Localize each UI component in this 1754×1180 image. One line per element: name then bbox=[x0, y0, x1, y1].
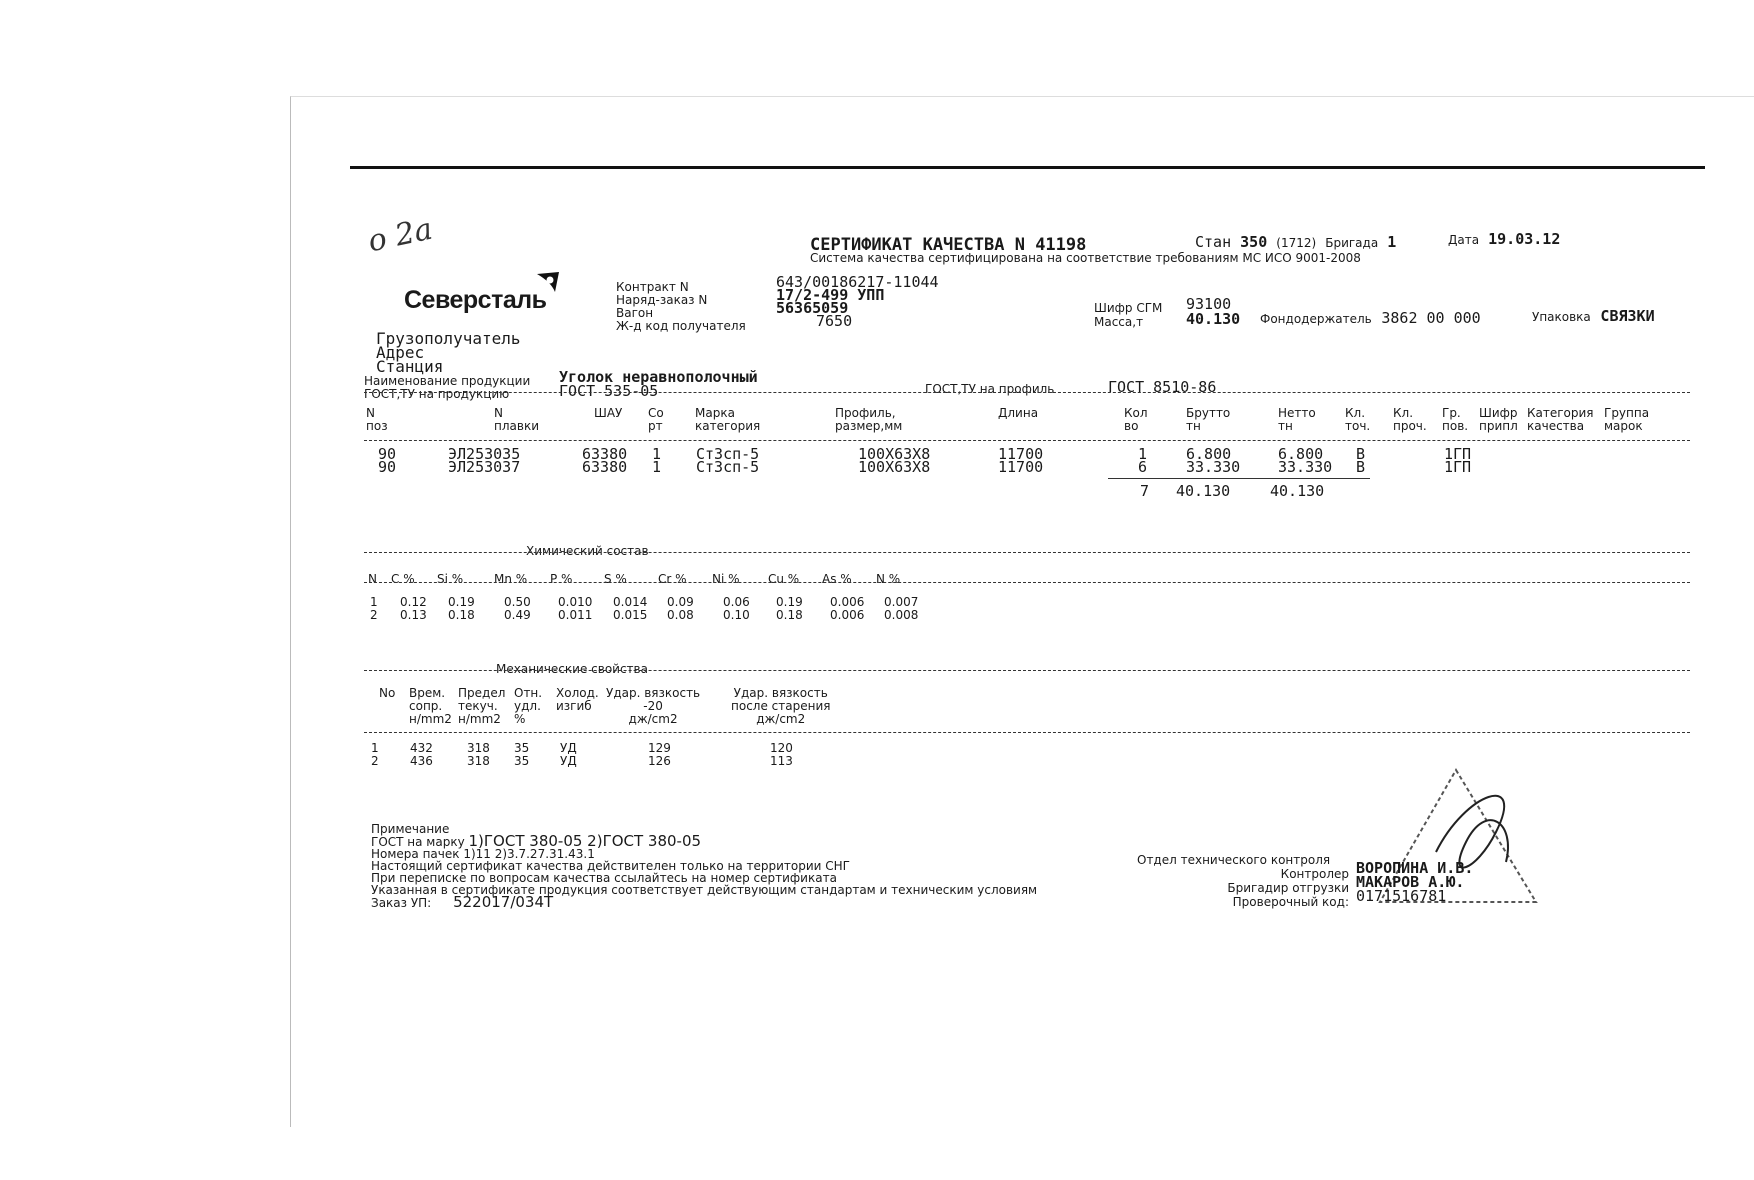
chem-header-cell: Cu % bbox=[768, 572, 800, 586]
main-header-cell: Марка категория bbox=[695, 406, 761, 433]
chem-rule bbox=[364, 582, 1690, 583]
main-table-cell: 6 bbox=[1138, 458, 1148, 476]
stan-info: Стан 350 (1712) Бригада 1 bbox=[1195, 233, 1397, 251]
table-rule bbox=[364, 440, 1690, 441]
main-header-cell: Брутто тн bbox=[1186, 406, 1231, 433]
mech-header-cell: Холод. изгиб bbox=[556, 686, 599, 713]
main-table-cell: В bbox=[1356, 458, 1366, 476]
main-header-cell: N плавки bbox=[494, 406, 539, 433]
main-table-cell: 1 bbox=[1138, 445, 1148, 463]
mech-header-cell: Предел текуч. н/mm2 bbox=[458, 686, 506, 726]
main-table-cell: 1 bbox=[652, 445, 662, 463]
mech-title: Механические свойства bbox=[496, 662, 648, 676]
chem-title: Химический состав bbox=[526, 544, 649, 558]
totals-line bbox=[1108, 478, 1370, 479]
main-table-cell: 90 bbox=[378, 458, 397, 476]
main-header-cell: Нетто тн bbox=[1278, 406, 1316, 433]
mech-header-cell: Врем. сопр. н/mm2 bbox=[409, 686, 452, 726]
mech-table-cell: 120 bbox=[770, 741, 793, 755]
contract-labels: Контракт N Наряд-заказ N Вагон Ж-д код получателя bbox=[616, 280, 746, 333]
chem-header-cell: S % bbox=[604, 572, 627, 586]
totals-cell: 40.130 bbox=[1176, 482, 1231, 500]
main-table-cell: 63380 bbox=[582, 445, 628, 463]
main-header-cell: Кл. проч. bbox=[1393, 406, 1427, 433]
chem-header-cell: Si % bbox=[437, 572, 464, 586]
company-logo: Северсталь bbox=[404, 286, 547, 314]
main-table-cell: 33.330 bbox=[1278, 458, 1333, 476]
main-header-cell: Профиль, размер,мм bbox=[835, 406, 903, 433]
contract-values: 643/00186217-11044 17/2-499 УПП 56365059 7650 bbox=[776, 273, 939, 330]
main-header-cell: Кл. точ. bbox=[1345, 406, 1371, 433]
mech-table-cell: 318 bbox=[467, 754, 490, 768]
mech-table-cell: 35 bbox=[514, 741, 530, 755]
main-table-cell: 11700 bbox=[998, 458, 1044, 476]
chem-table-cell: 0.13 bbox=[400, 608, 427, 622]
top-border-line bbox=[350, 166, 1705, 169]
control-values: ВОРОПИНА И.В. МАКАРОВ А.Ю. 0171516781 bbox=[1356, 859, 1474, 905]
main-table-cell: 11700 bbox=[998, 445, 1044, 463]
mech-header-cell: Удар. вязкость после старения дж/cm2 bbox=[731, 686, 831, 726]
chem-header-cell: Mn % bbox=[494, 572, 528, 586]
chem-table-cell: 0.09 bbox=[667, 595, 694, 609]
chem-table-cell: 0.006 bbox=[830, 595, 865, 609]
chem-table-cell: 0.008 bbox=[884, 608, 919, 622]
main-header-cell: ШАУ bbox=[594, 406, 623, 420]
totals-cell: 40.130 bbox=[1270, 482, 1325, 500]
main-table-cell: Ст3сп-5 bbox=[696, 445, 760, 463]
chem-table-cell: 0.12 bbox=[400, 595, 427, 609]
mech-header-cell: No bbox=[379, 686, 396, 700]
chem-header-cell: P % bbox=[550, 572, 573, 586]
main-table-cell: 100Х63Х8 bbox=[858, 458, 931, 476]
chem-table-cell: 0.49 bbox=[504, 608, 531, 622]
totals-cell: 7 bbox=[1140, 482, 1150, 500]
main-table-cell: Ст3сп-5 bbox=[696, 458, 760, 476]
logo-mark-icon bbox=[535, 270, 561, 294]
main-header-cell: Со рт bbox=[648, 406, 664, 433]
chem-table-cell: 0.06 bbox=[723, 595, 750, 609]
chem-table-cell: 0.006 bbox=[830, 608, 865, 622]
chem-header-cell: As % bbox=[822, 572, 852, 586]
main-header-cell: Категория качества bbox=[1527, 406, 1594, 433]
chem-header-cell: C % bbox=[391, 572, 415, 586]
chem-header-cell: N % bbox=[876, 572, 901, 586]
chem-table-cell: 0.19 bbox=[448, 595, 475, 609]
profile-gost-label: ГОСТ,ТУ на профиль bbox=[925, 382, 1055, 396]
chem-table-cell: 0.010 bbox=[558, 595, 593, 609]
main-table-cell: ЭЛ253037 bbox=[448, 458, 521, 476]
main-table-cell: В bbox=[1356, 445, 1366, 463]
sgm-values: 93100 40.130 bbox=[1186, 295, 1241, 328]
chem-header-cell: N bbox=[368, 572, 377, 586]
chem-table-cell: 0.015 bbox=[613, 608, 648, 622]
certificate-title: СЕРТИФИКАТ КАЧЕСТВА N 41198 bbox=[810, 235, 1087, 255]
chem-table-cell: 0.014 bbox=[613, 595, 648, 609]
packaging: Упаковка СВЯЗКИ bbox=[1532, 307, 1655, 325]
main-header-cell: Группа марок bbox=[1604, 406, 1650, 433]
main-table-cell: 1 bbox=[652, 458, 662, 476]
fund-holder: Фондодержатель 3862 00 000 bbox=[1260, 309, 1481, 327]
quality-system-note: Система качества сертифицирована на соответствие требованиям МС ИСО 9001-2008 bbox=[810, 251, 1361, 265]
main-table-cell: 1ГП bbox=[1444, 458, 1472, 476]
main-header-cell: Гр. пов. bbox=[1442, 406, 1469, 433]
mech-table-cell: 35 bbox=[514, 754, 530, 768]
product-values: Уголок неравнополочный ГОСТ 535-05 bbox=[559, 368, 758, 400]
mech-rule bbox=[364, 670, 1690, 671]
chem-rule bbox=[364, 552, 1690, 553]
chem-header-cell: Cr % bbox=[658, 572, 687, 586]
chem-header-cell: Ni % bbox=[712, 572, 740, 586]
control-block: Отдел технического контроля Контролер Бригадир отгрузки Проверочный код: bbox=[1137, 853, 1349, 909]
table-rule bbox=[364, 392, 1690, 393]
chem-table-cell: 1 bbox=[370, 595, 378, 609]
mech-header-cell: Удар. вязкость -20 дж/cm2 bbox=[606, 686, 701, 726]
main-header-cell: Шифр припл bbox=[1479, 406, 1518, 433]
chem-table-cell: 0.18 bbox=[776, 608, 803, 622]
main-table-cell: 1ГП bbox=[1444, 445, 1472, 463]
mech-table-cell: 318 bbox=[467, 741, 490, 755]
mech-header-cell: Отн. удл. % bbox=[514, 686, 543, 726]
main-table-cell: 63380 bbox=[582, 458, 628, 476]
main-table-cell: 6.800 bbox=[1186, 445, 1232, 463]
main-table-cell: 6.800 bbox=[1278, 445, 1324, 463]
main-table-cell: 33.330 bbox=[1186, 458, 1241, 476]
mech-table-cell: УД bbox=[560, 741, 577, 755]
consignee-block: Грузополучатель Адрес Станция bbox=[376, 329, 521, 376]
chem-table-cell: 0.50 bbox=[504, 595, 531, 609]
chem-table-cell: 2 bbox=[370, 608, 378, 622]
mech-rule bbox=[364, 732, 1690, 733]
mech-table-cell: 436 bbox=[410, 754, 433, 768]
certificate-date: Дата 19.03.12 bbox=[1448, 230, 1561, 248]
mech-table-cell: 1 bbox=[371, 741, 379, 755]
main-header-cell: Кол во bbox=[1124, 406, 1148, 433]
main-table-cell: 90 bbox=[378, 445, 397, 463]
mech-table-cell: 129 bbox=[648, 741, 671, 755]
main-table-cell: ЭЛ253035 bbox=[448, 445, 521, 463]
product-labels: Наименование продукции ГОСТ,ТУ на продукцию bbox=[364, 374, 531, 401]
chem-table-cell: 0.19 bbox=[776, 595, 803, 609]
mech-table-cell: 432 bbox=[410, 741, 433, 755]
chem-table-cell: 0.18 bbox=[448, 608, 475, 622]
main-header-cell: N поз bbox=[366, 406, 388, 433]
mech-table-cell: 113 bbox=[770, 754, 793, 768]
main-table-cell: 100Х63Х8 bbox=[858, 445, 931, 463]
handwritten-note: о 2а bbox=[365, 211, 436, 260]
mech-table-cell: 126 bbox=[648, 754, 671, 768]
mech-table-cell: УД bbox=[560, 754, 577, 768]
chem-table-cell: 0.011 bbox=[558, 608, 593, 622]
chem-table-cell: 0.10 bbox=[723, 608, 750, 622]
mech-table-cell: 2 bbox=[371, 754, 379, 768]
chem-table-cell: 0.007 bbox=[884, 595, 919, 609]
sgm-labels: Шифр СГМ Масса,т bbox=[1094, 301, 1163, 329]
chem-table-cell: 0.08 bbox=[667, 608, 694, 622]
notes-block: Примечание ГОСТ на марку 1)ГОСТ 380-05 2)ГОСТ 380-05 Номера пачек 1)11 2)3.7.27.31.43.1 Настоящий сертификат качества действителен только на территории СНГ При переписке по вопросам качества ссылайтесь на номер сертификата Указанная в сертификате продукция соответствует действующим стандартам и техническим условиям Заказ УП: 522017/034Т bbox=[371, 822, 1038, 911]
main-header-cell: Длина bbox=[998, 406, 1039, 420]
profile-gost: ГОСТ 8510-86 bbox=[1108, 378, 1217, 396]
